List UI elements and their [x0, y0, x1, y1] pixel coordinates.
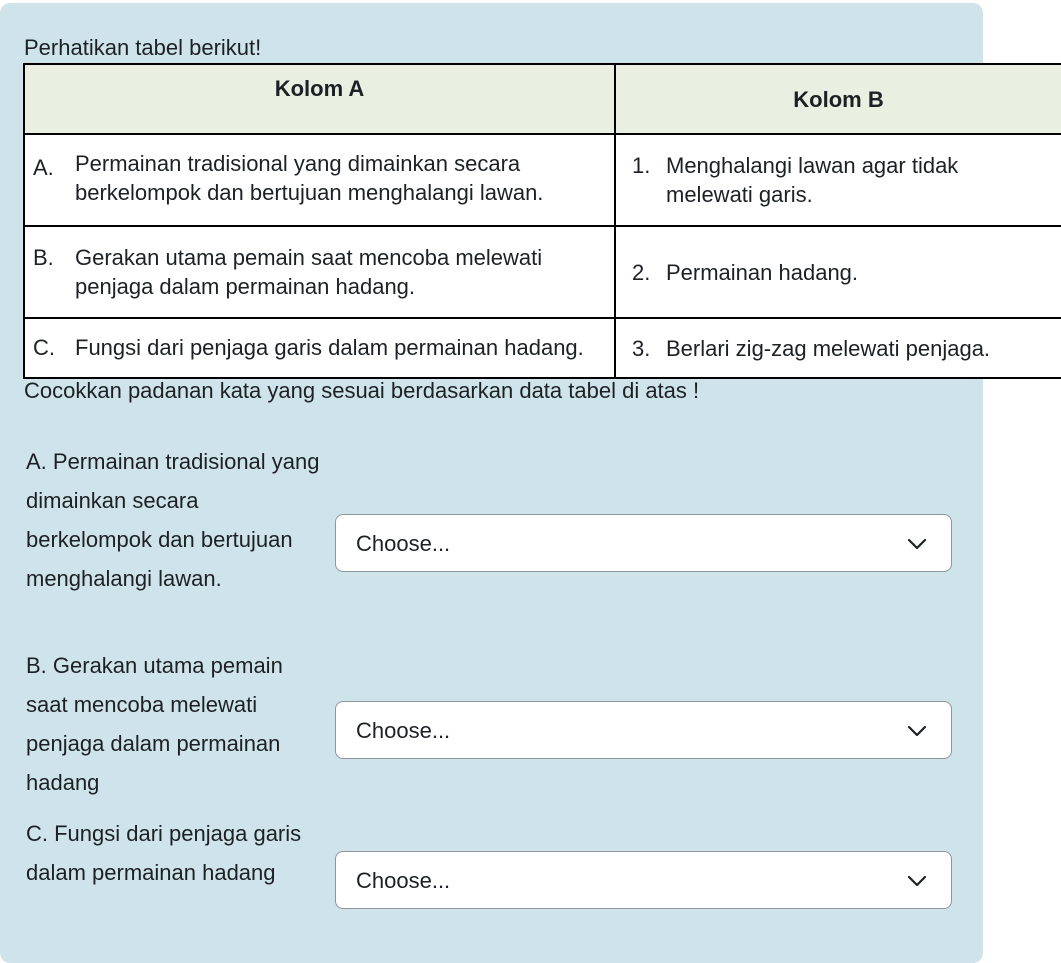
item-marker: 3.	[632, 335, 651, 361]
item-text: Berlari zig-zag melewati penjaga.	[666, 335, 991, 361]
item-marker: 1.	[632, 153, 651, 178]
column-a-header: Kolom A	[24, 64, 615, 134]
column-a-cell	[24, 134, 615, 226]
column-b-cell	[615, 226, 1061, 318]
item-marker: B.	[33, 245, 54, 270]
table-row	[24, 134, 1061, 226]
table-header-row	[24, 64, 1061, 134]
match-label-b: B. Gerakan utama pemain saat mencoba melewati penjaga dalam permainan hadang	[26, 653, 283, 795]
item-marker: A.	[33, 155, 54, 180]
chevron-down-icon	[907, 874, 927, 888]
match-select-a[interactable]	[335, 514, 952, 572]
column-b-cell	[615, 318, 1061, 378]
item-text: Permainan hadang.	[666, 259, 859, 285]
item-marker: 2.	[632, 259, 651, 285]
item-marker: C.	[33, 335, 55, 360]
column-a-cell	[24, 226, 615, 318]
match-label-c: C. Fungsi dari penjaga garis dalam permainan hadang	[26, 821, 302, 885]
table-row	[24, 226, 1061, 318]
matching-instruction: Cocokkan padanan kata yang sesuai berdasarkan data tabel di atas !	[24, 378, 700, 403]
chevron-down-icon	[907, 537, 927, 551]
question-intro: Perhatikan tabel berikut!	[24, 35, 262, 60]
match-select-c[interactable]	[335, 851, 952, 909]
item-text: Fungsi dari penjaga garis dalam permainan hadang.	[75, 335, 584, 360]
column-a-cell	[24, 318, 615, 378]
select-value: Choose...	[356, 718, 451, 743]
match-label-a: A. Permainan tradisional yang dimainkan secara berkelompok dan bertujuan menghalangi lawan.	[26, 449, 320, 591]
item-text: Menghalangi lawan agar tidak melewati garis.	[666, 153, 959, 207]
chevron-down-icon	[907, 724, 927, 738]
matching-table	[23, 63, 1061, 379]
select-value: Choose...	[356, 531, 451, 556]
match-select-b[interactable]	[335, 701, 952, 759]
question-panel	[0, 3, 991, 963]
column-b-header: Kolom B	[615, 64, 1061, 134]
table-row	[24, 318, 1061, 378]
item-text: Gerakan utama pemain saat mencoba melewati penjaga dalam permainan hadang.	[75, 245, 543, 299]
column-b-cell	[615, 134, 1061, 226]
item-text: Permainan tradisional yang dimainkan secara berkelompok dan bertujuan menghalangi lawan.	[75, 151, 544, 205]
select-value: Choose...	[356, 868, 451, 893]
